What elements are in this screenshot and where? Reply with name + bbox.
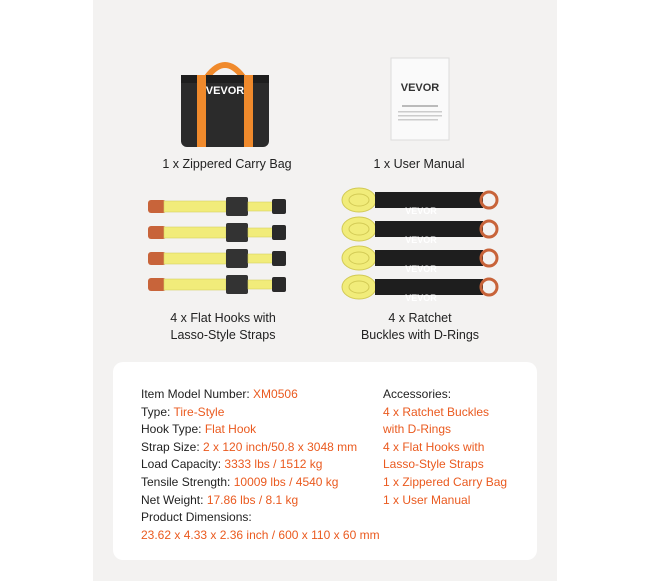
manual-logo: VEVOR [400,82,440,94]
spec-label: Tensile Strength: [141,474,234,489]
spec-label: Net Weight: [141,492,207,507]
spec-label: Type: [141,404,174,419]
caption-ratchet-line-1: 4 x Ratchet [388,311,452,325]
strap-logo-4: VEVOR [405,293,437,302]
spec-row [141,509,380,527]
accessory-item: 1 x Zippered Carry Bag [383,474,508,489]
caption-ratchet-line-2: Buckles with D-Rings [360,328,480,342]
caption-flat-hooks-line-2: Lasso-Style Straps [170,328,276,342]
spec-row [141,456,380,474]
caption-user-manual: 1 x User Manual [373,157,465,171]
accessory-item: Lasso-Style Straps [383,457,484,472]
spec-row [141,404,380,422]
spec-value-dimensions: 23.62 x 4.33 x 2.36 inch / 600 x 110 x 60 mm [141,527,380,542]
flat-hooks-image [148,196,298,304]
product-panel [93,0,557,581]
caption-carry-bag: 1 x Zippered Carry Bag [162,157,292,171]
spec-value: 3333 lbs / 1512 kg [224,457,323,472]
spec-row [141,421,380,439]
ratchet-buckles-image [341,186,501,302]
accessory-item: 4 x Ratchet Buckles [383,404,490,419]
spec-value: XM0506 [253,387,298,401]
caption-ratchet-buckles [325,310,515,344]
spec-value: Flat Hook [204,422,257,437]
caption-flat-hooks-line-1: 4 x Flat Hooks with [170,311,276,325]
accessory-item: 1 x User Manual [383,492,471,507]
spec-value: 2 x 120 inch/50.8 x 3048 mm [203,439,358,454]
spec-value: Tire-Style [173,404,225,419]
spec-row [141,527,380,545]
spec-list [141,386,380,544]
spec-value: 17.86 lbs / 8.1 kg [206,492,299,507]
strap-logo-1: VEVOR [405,206,437,216]
spec-label: Hook Type: [141,422,205,437]
user-manual-image [390,57,450,141]
spec-label: Product Dimensions: [141,510,252,525]
accessories-list [383,386,507,509]
spec-row [141,386,380,404]
strap-logo-3: VEVOR [405,264,437,274]
spec-label: Strap Size: [141,439,204,454]
accessories-label: Accessories: [383,387,452,401]
spec-row [141,439,380,457]
spec-label: Load Capacity: [141,457,225,472]
caption-flat-hooks [123,310,323,344]
accessory-item: 4 x Flat Hooks with [383,439,485,454]
bag-logo: VEVOR [205,85,245,97]
spec-row [141,474,380,492]
strap-logo-2: VEVOR [405,235,437,245]
carry-bag-image [177,55,273,150]
spec-label: Item Model Number: [141,387,254,401]
spec-value: 10009 lbs / 4540 kg [233,474,339,489]
accessory-item: with D-Rings [383,422,452,437]
spec-row [141,492,380,510]
spec-card [113,362,537,560]
